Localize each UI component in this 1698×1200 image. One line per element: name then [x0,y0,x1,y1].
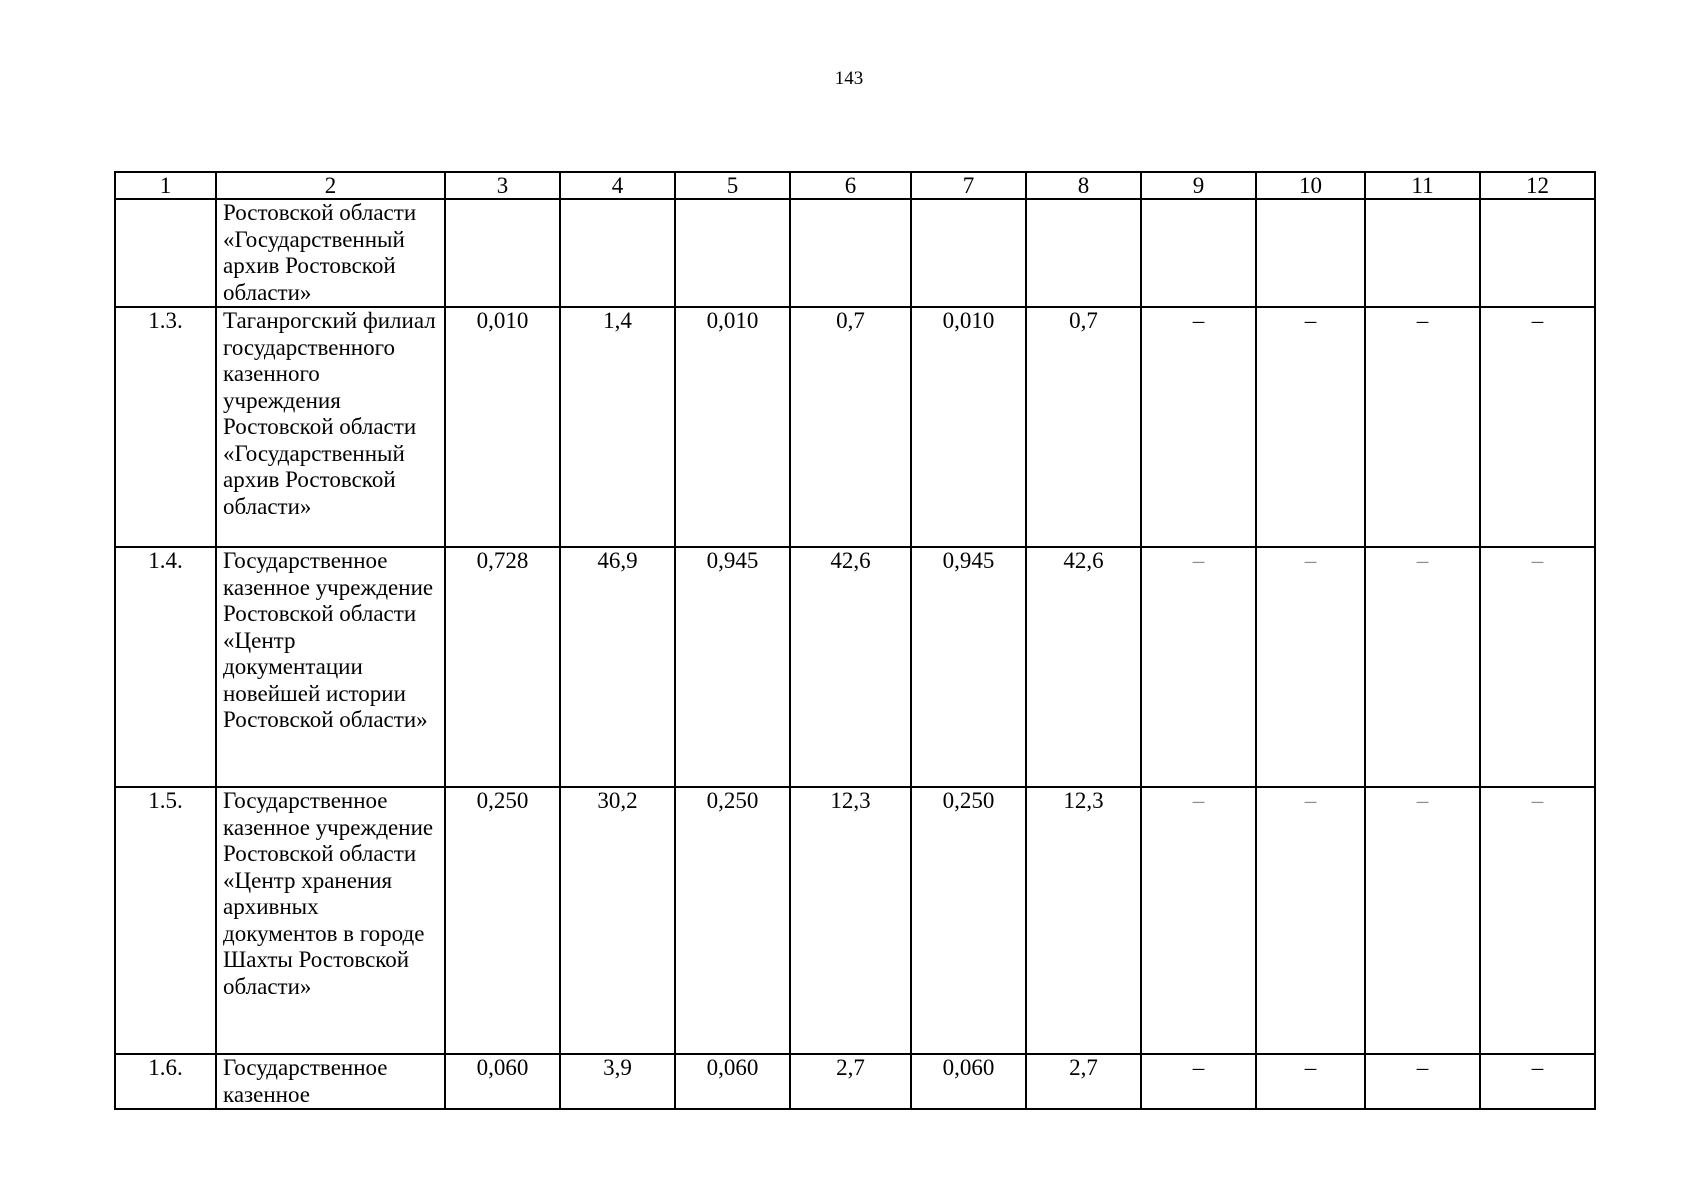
row-number: 1.6. [115,1054,216,1109]
value-cell: 2,7 [1026,1054,1141,1109]
value-cell: 1,4 [560,307,675,547]
value-cell: – [1365,1054,1480,1109]
header-cell: 8 [1026,172,1141,199]
header-cell: 2 [216,172,445,199]
row-number: 1.4. [115,547,216,787]
value-cell: 0,010 [911,307,1026,547]
value-cell: 12,3 [1026,787,1141,1054]
table-header-row [115,172,1595,199]
value-cell: 0,945 [911,547,1026,787]
value-cell: 3,9 [560,1054,675,1109]
value-cell: – [1256,1054,1365,1109]
value-cell: 46,9 [560,547,675,787]
value-cell [1141,199,1256,307]
value-cell: – [1141,1054,1256,1109]
value-cell [1365,199,1480,307]
table-row [115,307,1595,547]
value-cell: 0,250 [445,787,560,1054]
header-cell: 7 [911,172,1026,199]
value-cell: 2,7 [790,1054,911,1109]
value-cell: – [1480,1054,1595,1109]
value-cell: 0,250 [911,787,1026,1054]
value-cell: – [1365,307,1480,547]
value-cell [1026,199,1141,307]
value-cell [675,199,790,307]
row-number [115,199,216,307]
table-row [115,547,1595,787]
header-cell: 1 [115,172,216,199]
value-cell: 42,6 [790,547,911,787]
value-cell: – [1480,787,1595,1054]
value-cell: 0,7 [1026,307,1141,547]
header-cell: 6 [790,172,911,199]
table-row [115,787,1595,1054]
value-cell: 30,2 [560,787,675,1054]
value-cell [445,199,560,307]
table-row [115,199,1595,307]
value-cell: 0,250 [675,787,790,1054]
institution-name: Ростовской области «Государственный архив Ростовской области» [216,199,445,307]
institution-name: Государственное казенное [216,1054,445,1109]
value-cell [911,199,1026,307]
value-cell: – [1365,547,1480,787]
value-cell: – [1256,787,1365,1054]
value-cell: – [1141,787,1256,1054]
value-cell: 0,010 [445,307,560,547]
institution-name: Таганрогский филиал государственного казенного учреждения Ростовской области «Государственный архив Ростовской области» [216,307,445,547]
value-cell: 0,060 [445,1054,560,1109]
header-cell: 11 [1365,172,1480,199]
header-cell: 4 [560,172,675,199]
value-cell: – [1141,307,1256,547]
value-cell: 42,6 [1026,547,1141,787]
data-table [114,171,1596,1110]
header-cell: 10 [1256,172,1365,199]
value-cell: – [1256,307,1365,547]
value-cell: 12,3 [790,787,911,1054]
value-cell: – [1141,547,1256,787]
value-cell: 0,060 [675,1054,790,1109]
value-cell: 0,728 [445,547,560,787]
value-cell: 0,060 [911,1054,1026,1109]
value-cell [560,199,675,307]
header-cell: 3 [445,172,560,199]
header-cell: 12 [1480,172,1595,199]
value-cell: 0,945 [675,547,790,787]
value-cell: – [1480,547,1595,787]
institution-name: Государственное казенное учреждение Ростовской области «Центр документации новейшей истории Ростовской области» [216,547,445,787]
value-cell [1480,199,1595,307]
page-number: 143 [834,68,864,89]
value-cell: – [1480,307,1595,547]
value-cell [790,199,911,307]
institution-name: Государственное казенное учреждение Ростовской области «Центр хранения архивных документов в городе Шахты Ростовской области» [216,787,445,1054]
table-row [115,1054,1595,1109]
header-cell: 5 [675,172,790,199]
row-number: 1.5. [115,787,216,1054]
value-cell: – [1256,547,1365,787]
value-cell: – [1365,787,1480,1054]
value-cell: 0,010 [675,307,790,547]
header-cell: 9 [1141,172,1256,199]
row-number: 1.3. [115,307,216,547]
value-cell [1256,199,1365,307]
value-cell: 0,7 [790,307,911,547]
